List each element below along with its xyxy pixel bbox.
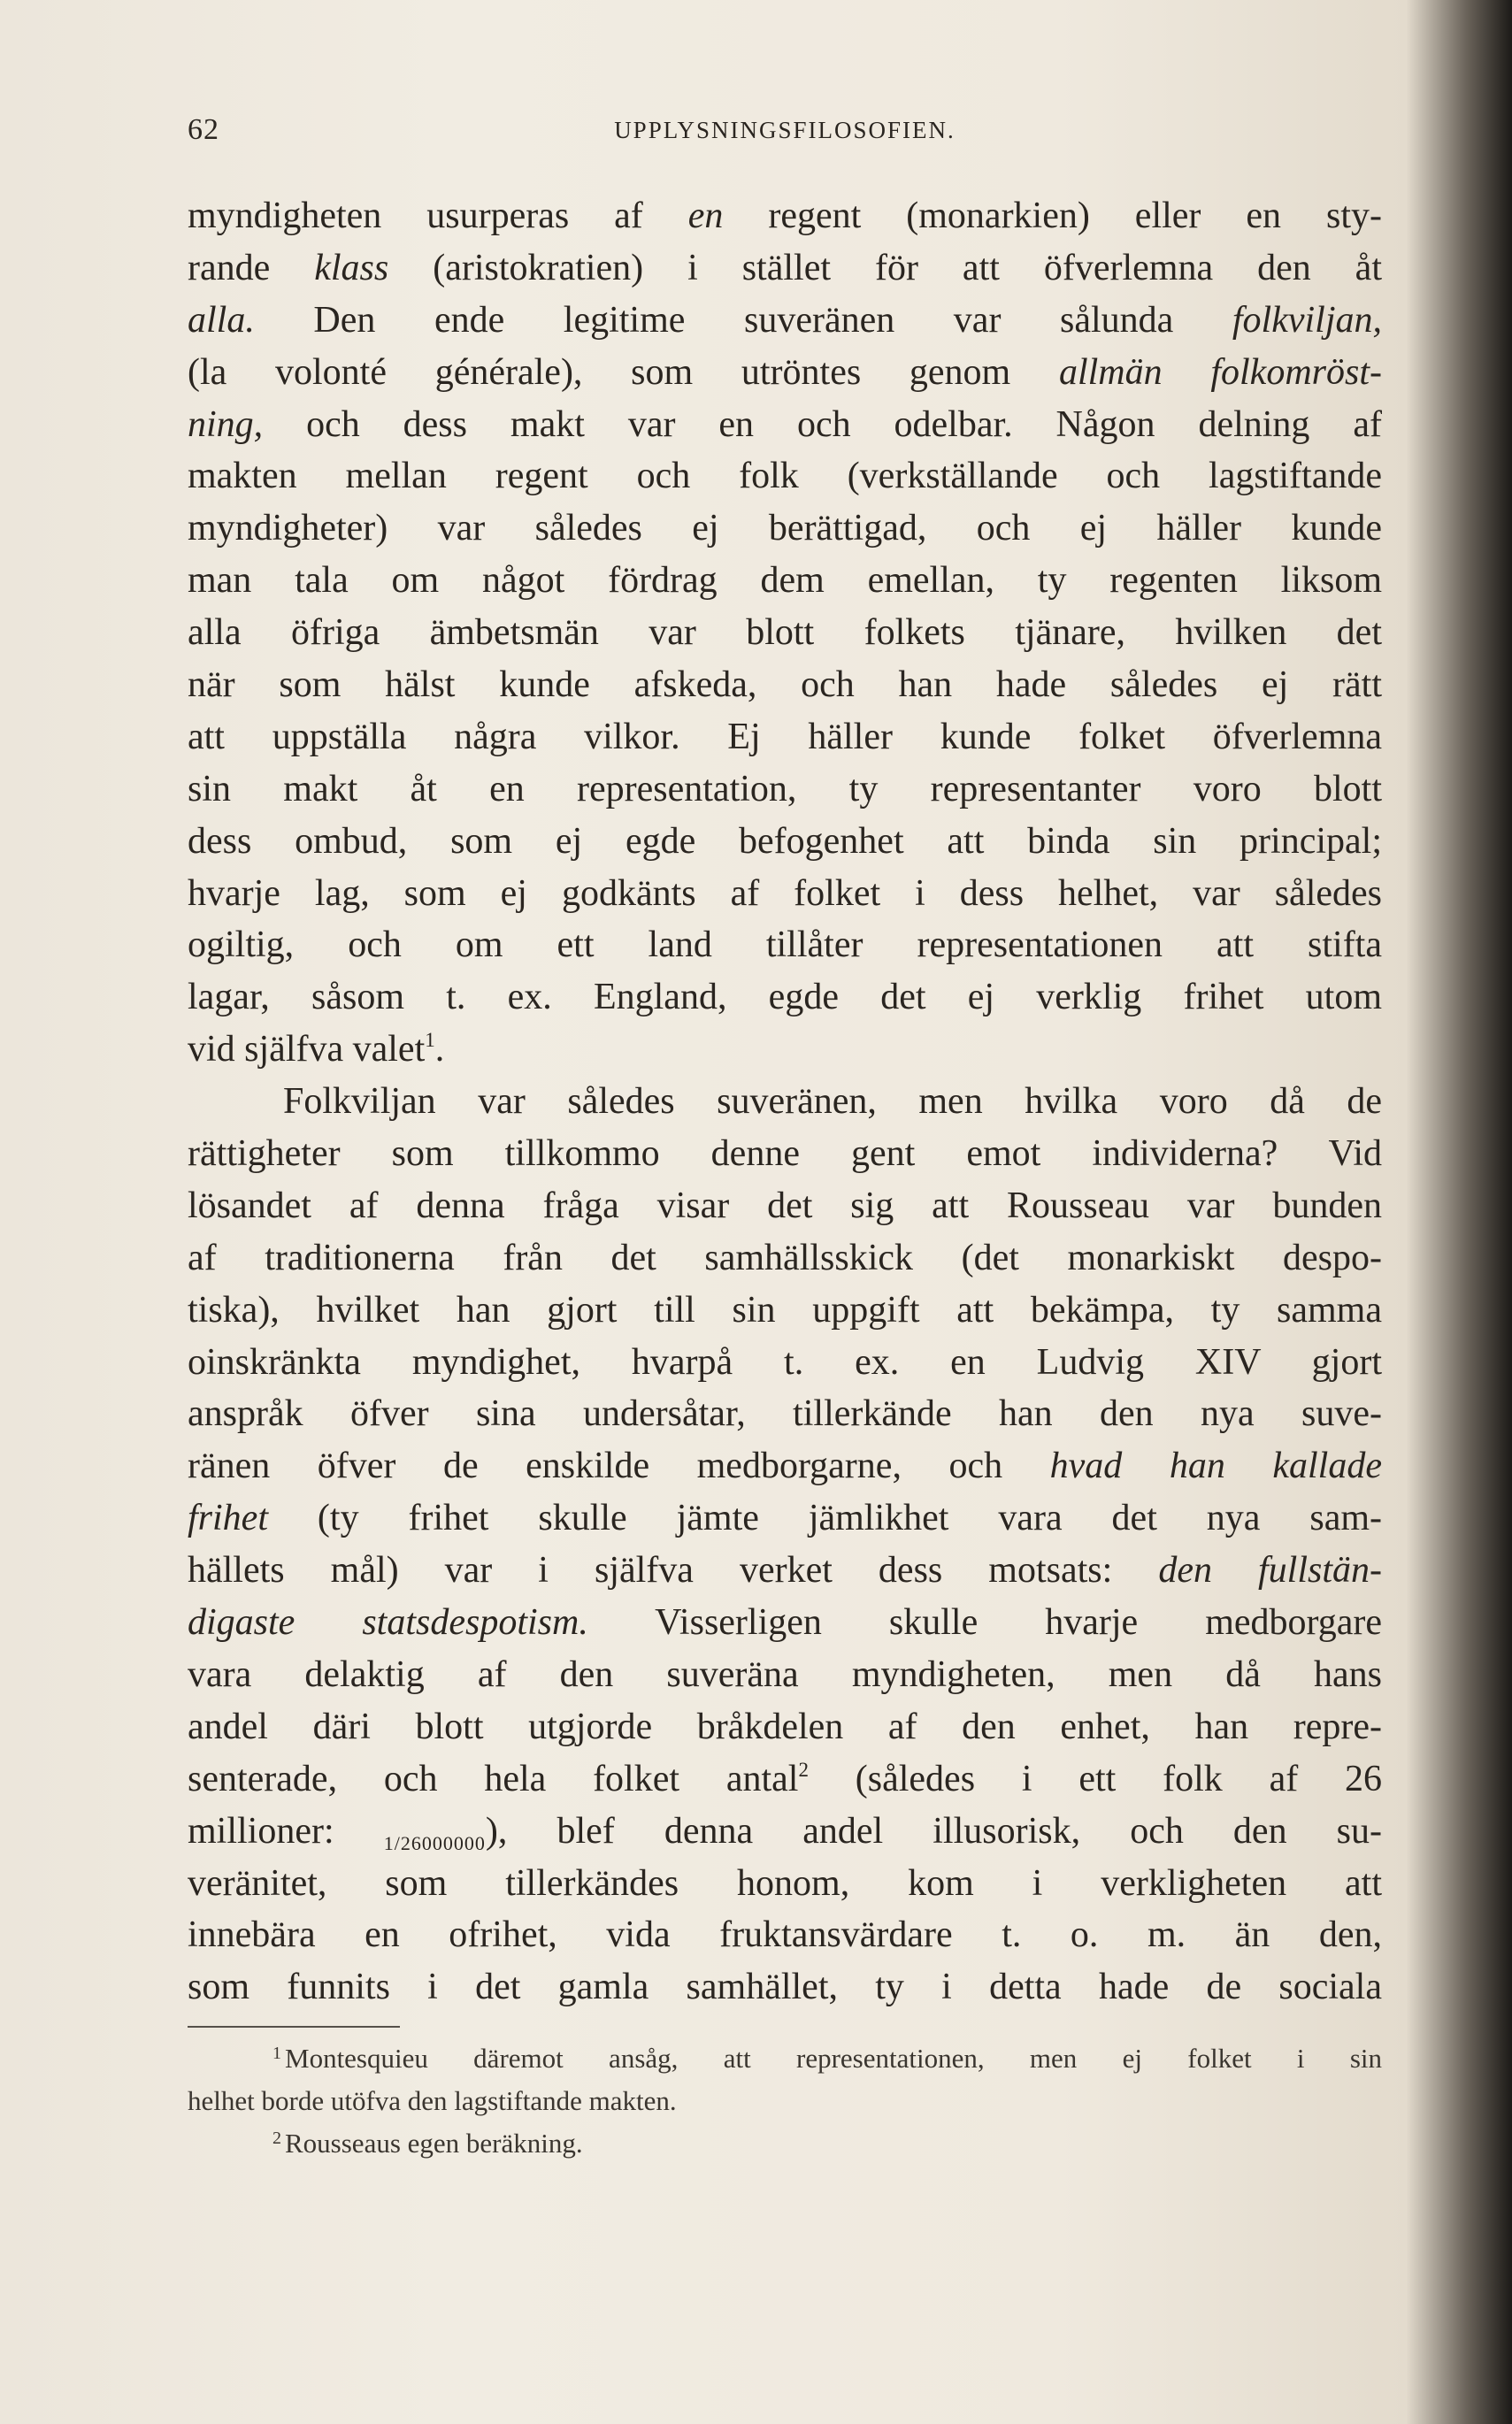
text-line: senterade, och hela folket antal$^2$ (således i ett folk af 26 [188, 1758, 1382, 1799]
text-line: sin makt åt en representation, ty representanter voro blott [188, 768, 1382, 809]
text-line: ning, och dess makt var en och odelbar. Någon delning af [188, 403, 1382, 445]
footnote-ref-2[interactable]: 2 [798, 1758, 809, 1781]
text-line: anspråk öfver sina undersåtar, tillerkände han den nya suve- [188, 1393, 1382, 1435]
text-line: alla. Den ende legitime suveränen var sålunda folkviljan, [188, 299, 1382, 341]
page-number: 62 [188, 113, 219, 146]
footnote-ref-1[interactable]: 1 [425, 1029, 435, 1052]
text-line: myndigheter) var således ej berättigad, och ej häller kunde [188, 508, 1382, 549]
footnote-2: $^2$ Rousseaus egen beräkning. [272, 2128, 583, 2159]
footnote-marker: 1 [272, 2044, 281, 2063]
text-line: af traditionerna från det samhällsskick (det monarkiskt despo- [188, 1237, 1382, 1278]
text-line: millioner: 1/26000000), blef denna andel illusorisk, och den su- [188, 1810, 1382, 1854]
text-line: ränen öfver de enskilde medborgarne, och hvad han kallade [188, 1446, 1382, 1487]
text-line: innebära en ofrihet, vida fruktansvärdare t. o. m. än den, [188, 1914, 1382, 1956]
text-line: rättigheter som tillkommo denne gent emot individerna? Vid [188, 1133, 1382, 1175]
text-line: veränitet, som tillerkändes honom, kom i verkligheten att [188, 1862, 1382, 1904]
text-line: rande klass (aristokratien) i stället för att öfverlemna den åt [188, 247, 1382, 288]
text-line: tiska), hvilket han gjort till sin uppgift att bekämpa, ty samma [188, 1289, 1382, 1331]
page-header [188, 113, 1382, 157]
text-line: vara delaktig af den suveräna myndigheten, men då hans [188, 1653, 1382, 1695]
footnote-1-continued: helhet borde utöfva den lagstiftande makten. [188, 2085, 677, 2116]
text-line: myndigheten usurperas af en regent (monarkien) eller en sty- [188, 196, 1382, 236]
footnote-marker: 2 [272, 2129, 281, 2148]
text-line: att uppställa några vilkor. Ej häller kunde folket öfverlemna [188, 716, 1382, 757]
text-line: lagar, såsom t. ex. England, egde det ej verklig frihet utom [188, 977, 1382, 1018]
text-line: dess ombud, som ej egde befogenhet att binda sin principal; [188, 820, 1382, 862]
text-line: alla öfriga ämbetsmän var blott folkets tjänare, hvilken det [188, 612, 1382, 654]
footnote-1: $^1$ Montesquieu däremot ansåg, att representationen, men ej folket i sin [272, 2043, 1382, 2074]
text-line: vid själfva valet$^1$. [188, 1029, 445, 1070]
text-line: frihet (ty frihet skulle jämte jämlikhet vara det nya sam- [188, 1498, 1382, 1539]
text-line: (la volonté générale), som utröntes genom allmän folkomröst- [188, 351, 1382, 393]
fraction: 1/26000000 [383, 1831, 486, 1854]
text-line: när som hälst kunde afskeda, och han hade således ej rätt [188, 664, 1382, 706]
text-line: andel däri blott utgjorde bråkdelen af den enhet, han repre- [188, 1706, 1382, 1747]
text-line: lösandet af denna fråga visar det sig att Rousseau var bunden [188, 1185, 1382, 1226]
text-line: hällets mål) var i själfva verket dess motsats: den fullstän- [188, 1550, 1382, 1592]
text-line: man tala om något fördrag dem emellan, ty regenten liksom [188, 560, 1382, 602]
text-line: oinskränkta myndighet, hvarpå t. ex. en Ludvig XIV gjort [188, 1341, 1382, 1383]
text-line: digaste statsdespotism. Visserligen skulle hvarje medborgare [188, 1602, 1382, 1644]
text-line: Folkviljan var således suveränen, men hvilka voro då de [283, 1081, 1382, 1123]
text-line: som funnits i det gamla samhället, ty i detta hade de sociala [188, 1967, 1382, 2008]
footnotes [188, 2037, 1382, 2165]
body-text [188, 190, 1382, 2014]
running-head: UPPLYSNINGSFILOSOFIEN. [614, 117, 956, 143]
footnote-divider [188, 2026, 400, 2028]
text-line: hvarje lag, som ej godkänts af folket i dess helhet, var således [188, 872, 1382, 914]
text-line: ogiltig, och om ett land tillåter representationen att stifta [188, 924, 1382, 966]
text-line: makten mellan regent och folk (verkställande och lagstiftande [188, 456, 1382, 497]
